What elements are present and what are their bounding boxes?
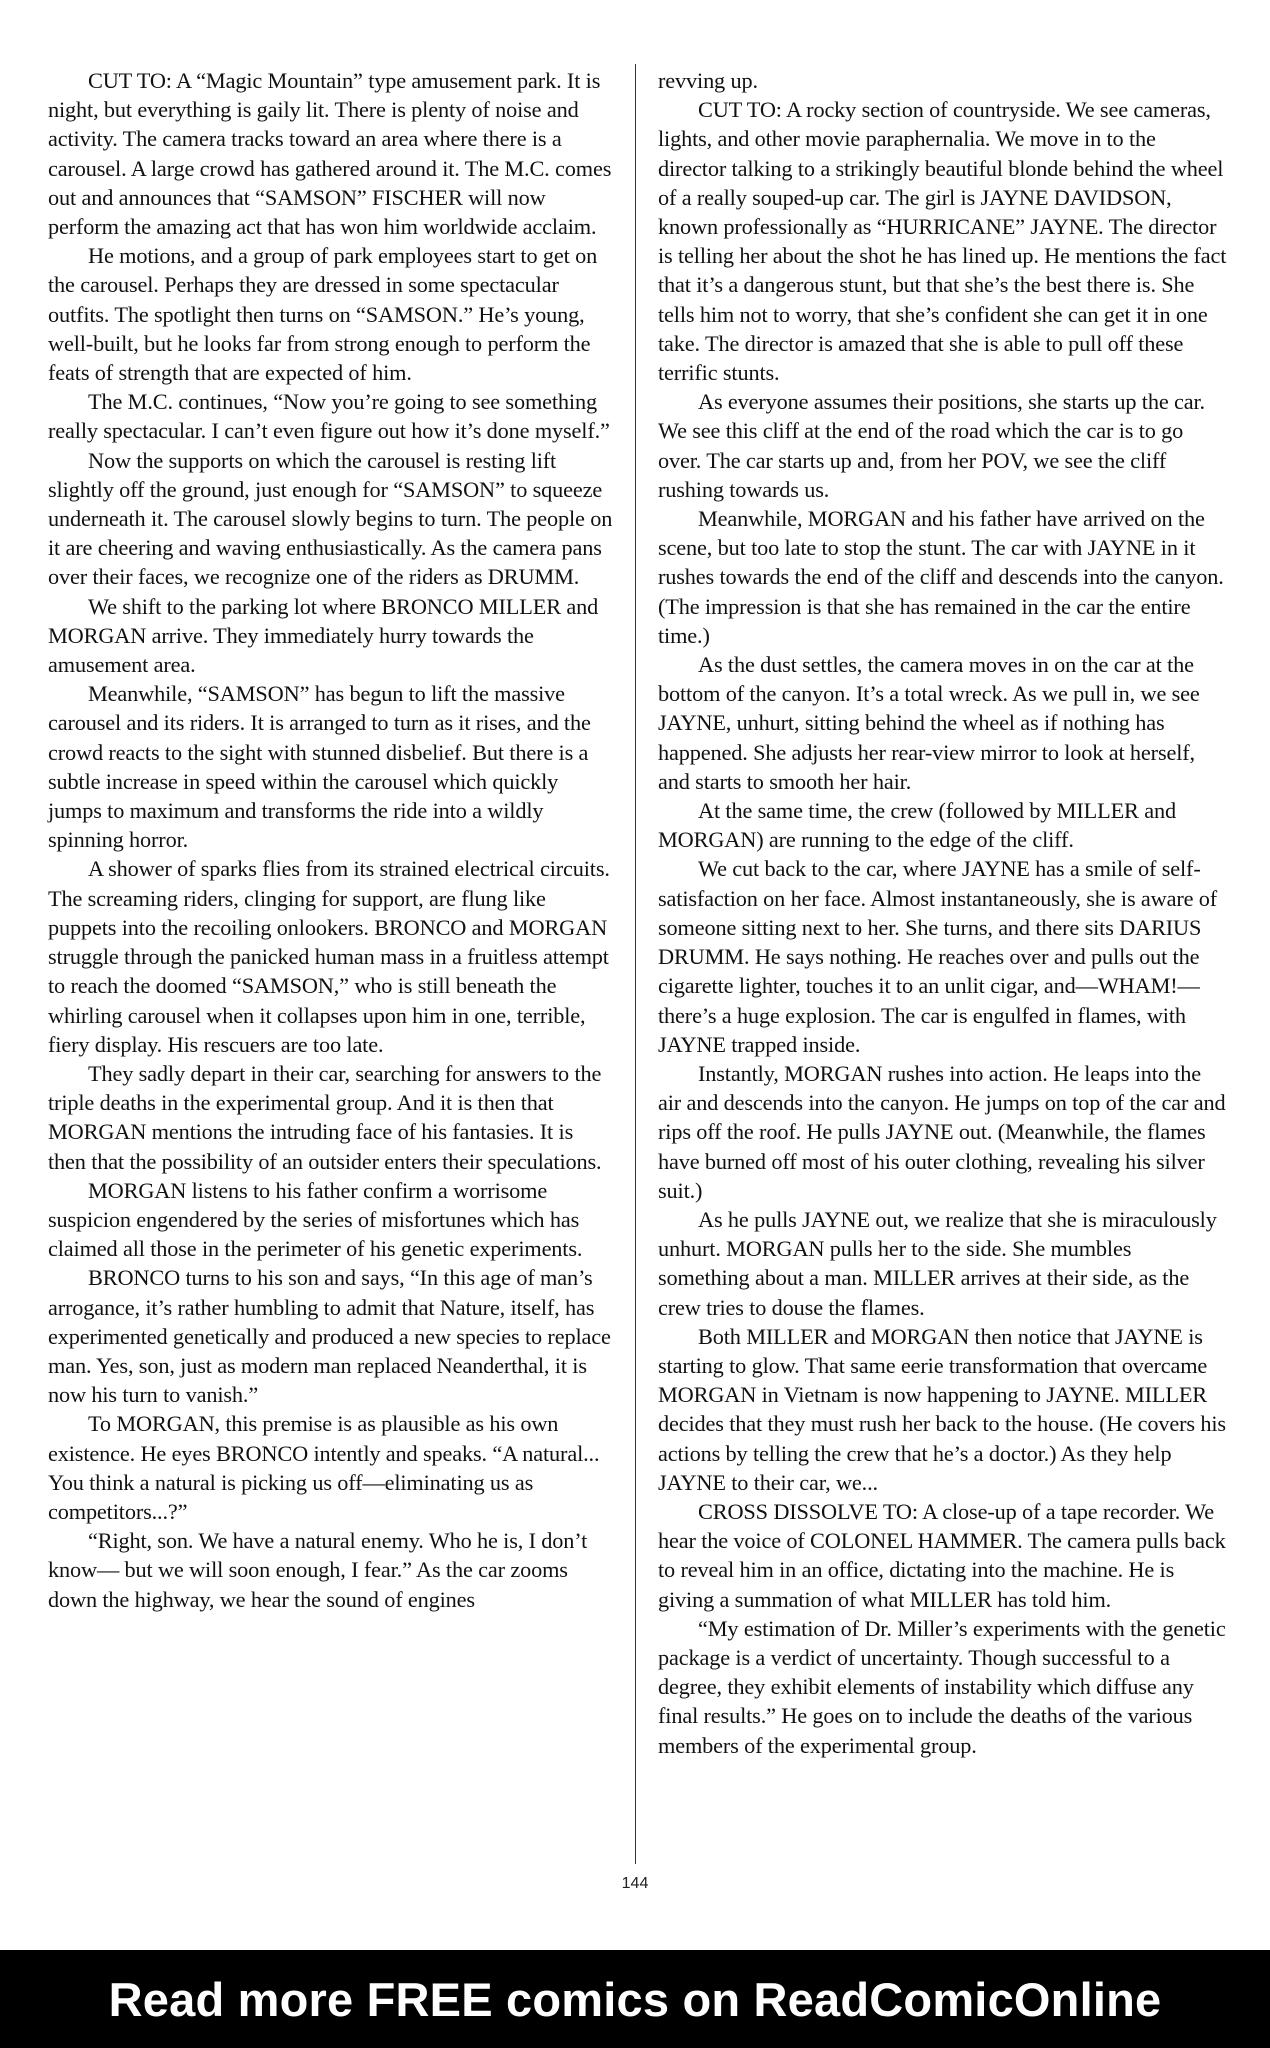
paragraph: Meanwhile, MORGAN and his father have arrived on the scene, but too late to stop the stunt. The car with JAYNE in it rushes towards the end of the cliff and descends into the canyon. (The impression is that she has remained in the car the entire time.) bbox=[658, 506, 1224, 648]
paragraph: BRONCO turns to his son and says, “In this age of man’s arrogance, it’s rather humbling to admit that Nature, itself, has experimented genetically and produced a new species to replace man. Yes, son, just as modern man replaced Neanderthal, it is now his turn to vanish.” bbox=[48, 1265, 611, 1408]
paragraph: “My estimation of Dr. Miller’s experiments with the genetic package is a verdict of uncertainty. Though successful to a degree, they exhibit elements of instability which diffuse any final results.” He goes on to include the deaths of the various members of the experimental group. bbox=[658, 1615, 1226, 1758]
paragraph: As he pulls JAYNE out, we realize that she is miraculously unhurt. MORGAN pulls her to the side. She mumbles something about a man. MILLER arrives at their side, as the crew tries to douse the flames. bbox=[658, 1206, 1217, 1320]
paragraph: CUT TO: A rocky section of countryside. We see cameras, lights, and other movie paraphernalia. We move in to the director talking to a strikingly beautiful blonde behind the wheel of a really souped-up car. The girl is JAYNE DAVIDSON, known professionally as “HURRICANE” JAYNE. The director is telling her about the shot he has lined up. He mentions the fact that it’s a dangerous stunt, but that she’s the best there is. She tells him not to worry, that she’s confident she can get it in one take. The director is amazed that she is able to pull off these terrific stunts. bbox=[658, 97, 1227, 386]
promo-banner-text[interactable]: Read more FREE comics on ReadComicOnline bbox=[108, 1972, 1162, 2026]
paragraph: Both MILLER and MORGAN then notice that JAYNE is starting to glow. That same eerie transformation that overcame MORGAN in Vietnam is now happening to JAYNE. MILLER decides that they must rush her back to the house. (He covers his actions by telling the crew that he’s a doctor.) As they help JAYNE to their car, we... bbox=[658, 1323, 1226, 1495]
paragraph: We shift to the parking lot where BRONCO MILLER and MORGAN arrive. They immediately hurry towards the amusement area. bbox=[48, 593, 599, 678]
paragraph: At the same time, the crew (followed by MILLER and MORGAN) are running to the edge of the cliff. bbox=[658, 798, 1176, 853]
paragraph: To MORGAN, this premise is as plausible as his own existence. He eyes BRONCO intently and speaks. “A natural... You think a natural is picking us off—eliminating us as competitors...?” bbox=[48, 1411, 600, 1524]
paragraph: As everyone assumes their positions, she starts up the car. We see this cliff at the end of the road which the car is to go over. The car starts up and, from her POV, we see the cliff rushing towards us. bbox=[658, 389, 1205, 502]
paragraph: Now the supports on which the carousel is resting lift slightly off the ground, just enough for “SAMSON” to squeeze underneath it. The carousel slowly begins to turn. The people on it are cheering and waving enthusiastically. As the camera pans over their faces, we recognize one of the riders as DRUMM. bbox=[48, 447, 613, 590]
paragraph: MORGAN listens to his father confirm a worrisome suspicion engendered by the series of misfortunes which has claimed all those in the perimeter of his genetic experiments. bbox=[48, 1177, 583, 1262]
paragraph: As the dust settles, the camera moves in on the car at the bottom of the canyon. It’s a total wreck. As we pull in, we see JAYNE, unhurt, sitting behind the wheel as if nothing has happened. She adjusts her rear-view mirror to look at herself, and starts to smooth her hair. bbox=[658, 652, 1200, 794]
paragraph: He motions, and a group of park employees start to get on the carousel. Perhaps they are dressed in some spectacular outfits. The spotlight then turns on “SAMSON.” He’s young, well-built, but he looks far from strong enough to perform the feats of strength that are expected of him. bbox=[48, 243, 598, 386]
column-divider bbox=[635, 64, 636, 1864]
paragraph: CUT TO: A “Magic Mountain” type amusement park. It is night, but everything is gaily lit. There is plenty of noise and activity. The camera tracks toward an area where there is a carousel. A large crowd has gathered around it. The M.C. comes out and announces that “SAMSON” FISCHER will now perform the amazing act that has won him worldwide acclaim. bbox=[48, 68, 612, 240]
paragraph: “Right, son. We have a natural enemy. Who he is, I don’t know— but we will soon enough, I fear.” As the car zooms down the highway, we hear the sound of engines bbox=[48, 1528, 588, 1612]
paragraph: The M.C. continues, “Now you’re going to see something really spectacular. I can’t even figure out how it’s done myself.” bbox=[48, 389, 610, 444]
right-text-column bbox=[658, 66, 1228, 1760]
promo-banner[interactable] bbox=[0, 1950, 1270, 2048]
paragraph: A shower of sparks flies from its strained electrical circuits. The screaming riders, clinging for support, are flung like puppets into the recoiling onlookers. BRONCO and MORGAN struggle through the panicked human mass in a fruitless attempt to reach the doomed “SAMSON,” who is still beneath the whirling carousel when it collapses upon him in one, terrible, fiery display. His rescuers are too late. bbox=[48, 856, 610, 1057]
paragraph: Instantly, MORGAN rushes into action. He leaps into the air and descends into the canyon. He jumps on top of the car and rips off the roof. He pulls JAYNE out. (Meanwhile, the flames have burned off most of his outer clothing, revealing his silver suit.) bbox=[658, 1060, 1226, 1203]
paragraph: We cut back to the car, where JAYNE has a smile of self-satisfaction on her face. Almost instantaneously, she is aware of someone sitting next to her. She turns, and there sits DARIUS DRUMM. He says nothing. He reaches over and pulls out the cigarette lighter, touches it to an unlit cigar, and—WHAM!—there’s a huge explosion. The car is engulfed in flames, with JAYNE trapped inside. bbox=[658, 856, 1218, 1057]
left-text-column bbox=[48, 66, 616, 1614]
paragraph: CROSS DISSOLVE TO: A close-up of a tape recorder. We hear the voice of COLONEL HAMMER. The camera pulls back to reveal him in an office, dictating into the machine. He is giving a summation of what MILLER has told him. bbox=[658, 1498, 1226, 1612]
page-number: 144 bbox=[621, 1875, 649, 1892]
paragraph: Meanwhile, “SAMSON” has begun to lift the massive carousel and its riders. It is arranged to turn as it rises, and the crowd reacts to the sight with stunned disbelief. But there is a subtle increase in speed within the carousel which quickly jumps to maximum and transforms the ride into a wildly spinning horror. bbox=[48, 681, 591, 853]
paragraph-continuation: revving up. bbox=[658, 68, 758, 93]
paragraph: They sadly depart in their car, searching for answers to the triple deaths in the experimental group. And it is then that MORGAN mentions the intruding face of his fantasies. It is then that the possibility of an outsider enters their speculations. bbox=[48, 1060, 602, 1174]
